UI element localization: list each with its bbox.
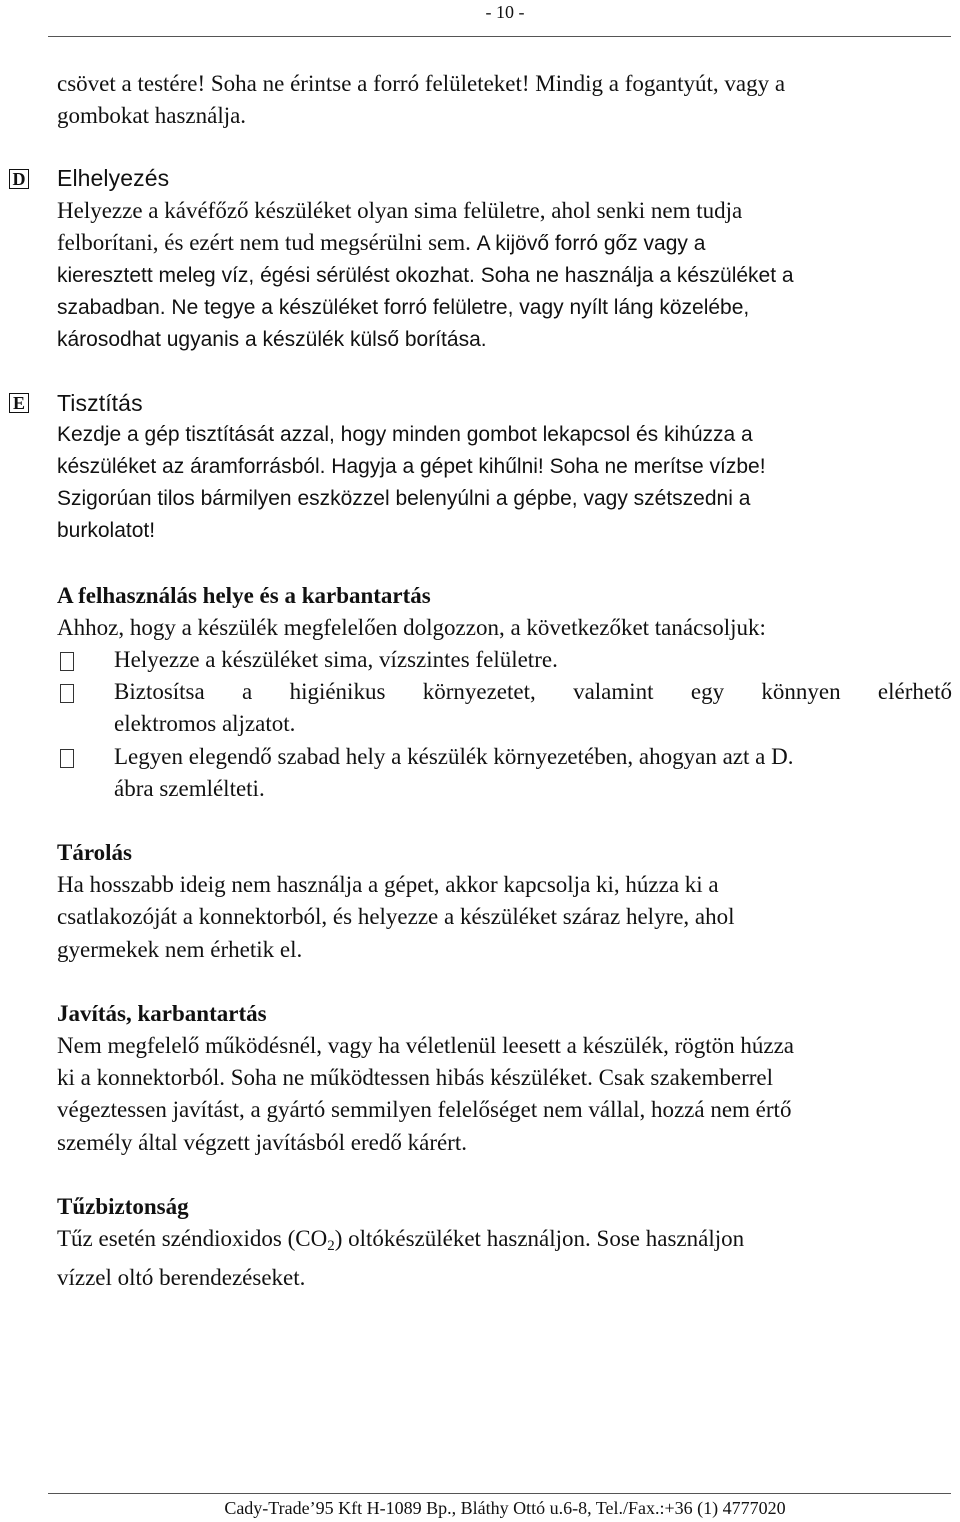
intro-line: csövet a testére! Soha ne érintse a forró felületeket! Mindig a fogantyút, vagy a xyxy=(57,71,786,96)
intro-line: gombokat használja. xyxy=(57,103,247,129)
list-item xyxy=(57,676,952,740)
document-body xyxy=(57,68,952,1295)
list-item xyxy=(57,644,952,676)
cleaning-title: Tisztítás xyxy=(57,389,143,416)
page-number: - 10 - xyxy=(485,2,525,22)
placement-line: károsodhat ugyanis a készülék külső borítása. xyxy=(57,328,487,352)
placement-line xyxy=(57,227,952,260)
repair-title: Javítás, karbantartás xyxy=(57,1000,267,1026)
bullet-box-icon xyxy=(60,652,74,671)
cleaning-line: burkolatot! xyxy=(57,519,156,543)
side-marker-d: D xyxy=(9,169,29,189)
list-item-text: ábra szemlélteti. xyxy=(114,775,265,801)
placement-line: kieresztett meleg víz, égési sérülést okozhat. Soha ne használja a készüléket a xyxy=(57,264,794,288)
footer-rule xyxy=(48,1493,951,1494)
storage-section xyxy=(57,837,952,966)
intro-section xyxy=(57,68,952,132)
fire-text: ) oltókészüléket használjon. Sose használjon xyxy=(334,1226,745,1252)
placement-line: szabadban. Ne tegye a készüléket forró felületre, vagy nyílt láng közelébe, xyxy=(57,296,750,320)
co2-subscript: 2 xyxy=(327,1238,335,1255)
repair-section xyxy=(57,998,952,1159)
usage-section xyxy=(57,580,952,805)
fire-line xyxy=(57,1223,952,1262)
placement-section xyxy=(57,162,952,356)
repair-line: ki a konnektorból. Soha ne működtessen hibás készüléket. Csak szakemberrel xyxy=(57,1065,774,1091)
usage-title: A felhasználás helye és a karbantartás xyxy=(57,582,431,608)
cleaning-section xyxy=(57,387,952,548)
list-item xyxy=(57,741,952,805)
fire-title: Tűzbiztonság xyxy=(57,1193,189,1219)
fire-text: Tűz esetén széndioxidos (CO xyxy=(57,1226,328,1252)
storage-line: gyermekek nem érhetik el. xyxy=(57,936,303,962)
cleaning-line: Kezdje a gép tisztítását azzal, hogy minden gombot lekapcsol és kihúzza a xyxy=(57,422,753,446)
storage-line: csatlakozóját a konnektorból, és helyezze a készüléket száraz helyre, ahol xyxy=(57,904,735,930)
placement-text: felborítani, és ezért nem tud megsérülni sem. xyxy=(57,229,477,255)
bullet-box-icon xyxy=(60,684,74,703)
placement-title: Elhelyezés xyxy=(57,165,170,192)
cleaning-line: készüléket az áramforrásból. Hagyja a gépet kihűlni! Soha ne merítse vízbe! xyxy=(57,455,766,479)
repair-line: végeztessen javítást, a gyártó semmilyen felelőséget nem vállal, hozzá nem értő xyxy=(57,1097,792,1123)
list-item-text: Legyen elegendő szabad hely a készülék környezetében, ahogyan azt a D. xyxy=(114,743,794,769)
repair-line: Nem megfelelő működésnél, vagy ha véletlenül leesett a készülék, rögtön húzza xyxy=(57,1033,795,1059)
placement-text: A kijövő forró gőz vagy a xyxy=(476,231,706,255)
cleaning-line: Szigorúan tilos bármilyen eszközzel belenyúlni a gépbe, vagy szétszedni a xyxy=(57,487,751,511)
list-item-text: Helyezze a készüléket sima, vízszintes felületre. xyxy=(114,647,558,673)
repair-line: személy által végzett javításból eredő kárért. xyxy=(57,1129,467,1155)
side-marker-e: E xyxy=(9,393,29,413)
usage-list xyxy=(57,644,952,805)
fire-section xyxy=(57,1191,952,1295)
list-item-text: elektromos aljzatot. xyxy=(114,711,296,737)
placement-line: Helyezze a kávéfőző készüléket olyan sima felületre, ahol senki nem tudja xyxy=(57,197,743,223)
footer-contact: Cady-Trade’95 Kft H-1089 Bp., Bláthy Ottó u.6-8, Tel./Fax.:+36 (1) 4777020 xyxy=(224,1498,786,1518)
fire-line: vízzel oltó berendezéseket. xyxy=(57,1265,306,1291)
header-rule xyxy=(48,36,951,37)
storage-line: Ha hosszabb ideig nem használja a gépet, akkor kapcsolja ki, húzza ki a xyxy=(57,872,719,898)
storage-title: Tárolás xyxy=(57,840,132,866)
usage-intro: Ahhoz, hogy a készülék megfelelően dolgozzon, a következőket tanácsoljuk: xyxy=(57,614,766,640)
list-item-text: Biztosítsa a higiénikus környezetet, valamint egy könnyen elérhető xyxy=(114,679,952,705)
bullet-box-icon xyxy=(60,749,74,768)
